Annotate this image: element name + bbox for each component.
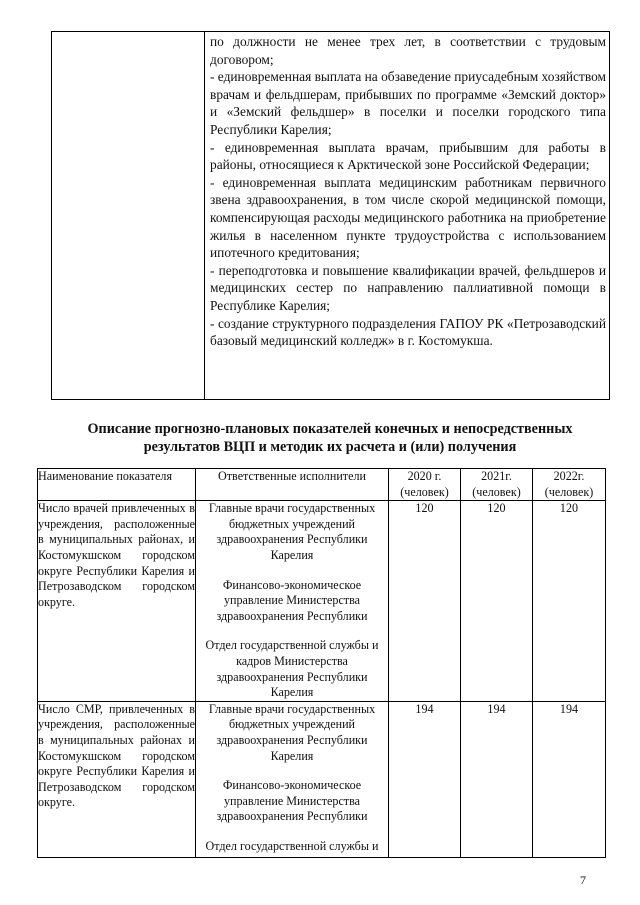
responsible-entry: Главные врачи государственных бюджетных учреждений здравоохранения Республики Карелия (208, 501, 376, 562)
value-2020: 120 (389, 501, 461, 702)
value-2021: 120 (461, 501, 533, 702)
table-column-divider (204, 32, 205, 399)
measure-paragraph: - единовременная выплата врачам, прибывшим для работы в районы, относящиеся к Арктической зоне Российской Федерации; (210, 139, 606, 173)
indicator-cell: Число врачей привлеченных в учреждения, расположенные в муниципальных районах, и Костомукшском городском округе Республики Карелия и Петрозаводском городском округе. (38, 501, 196, 702)
responsible-entry: Отдел государственной службы и кадров Министерства здравоохранения Республики Карелия (205, 638, 379, 700)
responsible-cell (196, 501, 389, 702)
measure-paragraph: - создание структурного подразделения ГАПОУ РК «Петрозаводский базовый медицинский колледж» в г. Костомукша. (210, 315, 606, 349)
measure-paragraph: - единовременная выплата медицинским работникам первичного звена здравоохранения, в том числе скорой медицинской помощи, компенсирующая расходы медицинского работника на приобретение жилья в населенном пункте трудоустройства с использованием ипотечного кредитования; (210, 174, 606, 261)
indicators-table (37, 468, 606, 858)
table-header-row (38, 469, 606, 501)
value-2020: 194 (389, 701, 461, 857)
responsible-entry: Финансово-экономическое управление Министерства здравоохранения Республики (216, 577, 368, 623)
responsible-entry: Отдел государственной службы и (205, 838, 379, 853)
indicator-cell: Число СМР, привлеченных в учреждения, расположенные в муниципальных районах и Костомукшском городском округе Республики Карелия и Петрозаводском городском округе. (38, 701, 196, 857)
measures-table-continuation (51, 31, 610, 400)
header-indicator-name: Наименование показателя (38, 469, 196, 501)
measure-paragraph: - переподготовка и повышение квалификации врачей, фельдшеров и медицинских сестер по направлению паллиативной помощи в Республике Карелия; (210, 262, 606, 313)
header-year-2021: 2021г. (человек) (461, 469, 533, 501)
page-number: 7 (580, 873, 586, 887)
header-year-2020: 2020 г. (человек) (389, 469, 461, 501)
responsible-cell (196, 701, 389, 857)
section-heading-line: результатов ВЦП и методик их расчета и (или) получения (143, 438, 517, 455)
measure-paragraph: по должности не менее трех лет, в соответствии с трудовым договором; (210, 34, 606, 67)
value-2022: 194 (533, 701, 606, 857)
measures-list (210, 33, 606, 350)
table-row (38, 701, 606, 857)
measure-paragraph: - единовременная выплата на обзаведение приусадебным хозяйством врачам и фельдшерам, прибывших по программе «Земский доктор» и «Земский фельдшер» в поселки и поселки городского типа Республики Карелия; (210, 69, 606, 137)
value-2021: 194 (461, 701, 533, 857)
table-row (38, 501, 606, 702)
header-responsible: Ответственные исполнители (196, 469, 389, 501)
section-heading (60, 421, 600, 456)
responsible-entry: Финансово-экономическое управление Министерства здравоохранения Республики (216, 778, 368, 824)
responsible-entry: Главные врачи государственных бюджетных учреждений здравоохранения Республики Карелия (208, 701, 376, 763)
section-heading-line: Описание прогнозно-плановых показателей конечных и непосредственных (87, 421, 573, 437)
header-year-2022: 2022г. (человек) (533, 469, 606, 501)
value-2022: 120 (533, 501, 606, 702)
